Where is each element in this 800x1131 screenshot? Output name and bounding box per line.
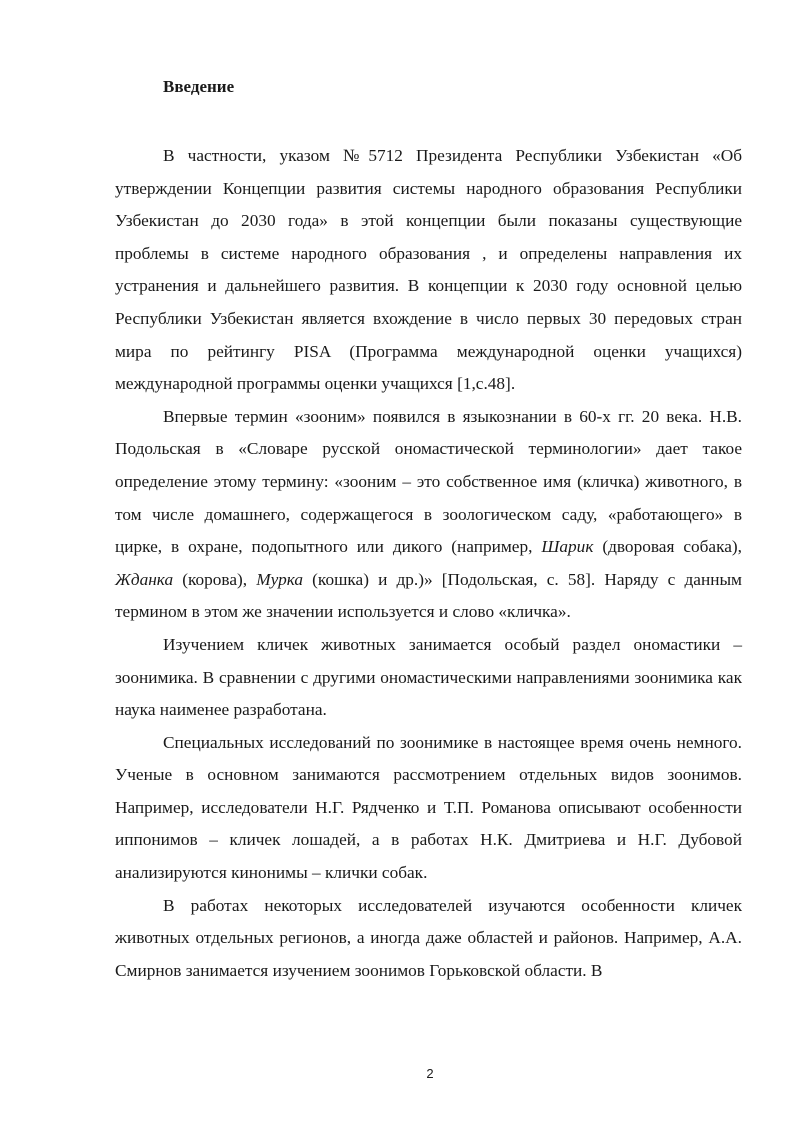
text-run: (дворовая собака), — [593, 537, 742, 557]
paragraph — [115, 727, 742, 890]
text-run: (корова), — [173, 569, 257, 589]
paragraph — [115, 401, 742, 629]
paragraph — [115, 629, 742, 727]
body-text — [115, 140, 742, 987]
italic-run: Шарик — [541, 537, 594, 557]
italic-run: Мурка — [256, 569, 304, 589]
italic-run: Жданка — [115, 569, 174, 589]
text-run: В частности, указом №5712 Президента Республики Узбекистан «Об утверждении Концепции развития системы народного образования Республики Узбекистан до 2030 года» в этой концепции были показаны существующие проблемы в системе народного образования , и определены направления их устранения и дальнейшего развития. В концепции к 2030 году основной целью Республики Узбекистан является вхождение в число первых 30 передовых стран мира по рейтингу PISA (Программа международной оценки учащихся) международной программы оценки учащихся [1,с.48]. — [115, 146, 742, 394]
paragraph — [115, 890, 742, 988]
text-run: Изучением кличек животных занимается особый раздел ономастики – зоонимика. В сравнении с другими ономастическими направлениями зоонимика как наука наименее разработана. — [115, 634, 742, 720]
text-run: Специальных исследований по зоонимике в настоящее время очень немного. Ученые в основном занимаются рассмотрением отдельных видов зоонимов. Например, исследователи Н.Г. Рядченко и Т.П. Романова описывают особенности иппонимов – кличек лошадей, а в работах Н.К. Дмитриева и Н.Г. Дубовой анализируются кинонимы – клички собак. — [115, 732, 742, 883]
text-run: В работах некоторых исследователей изучаются особенности кличек животных отдельных регионов, а иногда даже областей и районов. Например, А.А. Смирнов занимается изучением зоонимов Горьковской области. В — [115, 895, 742, 980]
text-run: Впервые термин «зооним» появился в языкознании в 60-х гг. 20 века. Н.В. Подольская в «Словаре русской ономастической терминологии» дает такое определение этому термину: «зооним – это собственное имя (кличка) животного, в том числе домашнего, содержащегося в зоологическом саду, «работающего» в цирке, в охране, подопытного или дикого (например, — [115, 406, 742, 557]
paragraph — [115, 140, 742, 401]
page-number: 2 — [426, 1066, 434, 1081]
section-heading: Введение — [163, 77, 235, 96]
text-run: (кошка) и др.)» [Подольская, с. 58]. Наряду с данным термином в этом же значении используется и слово «кличка». — [115, 569, 742, 622]
